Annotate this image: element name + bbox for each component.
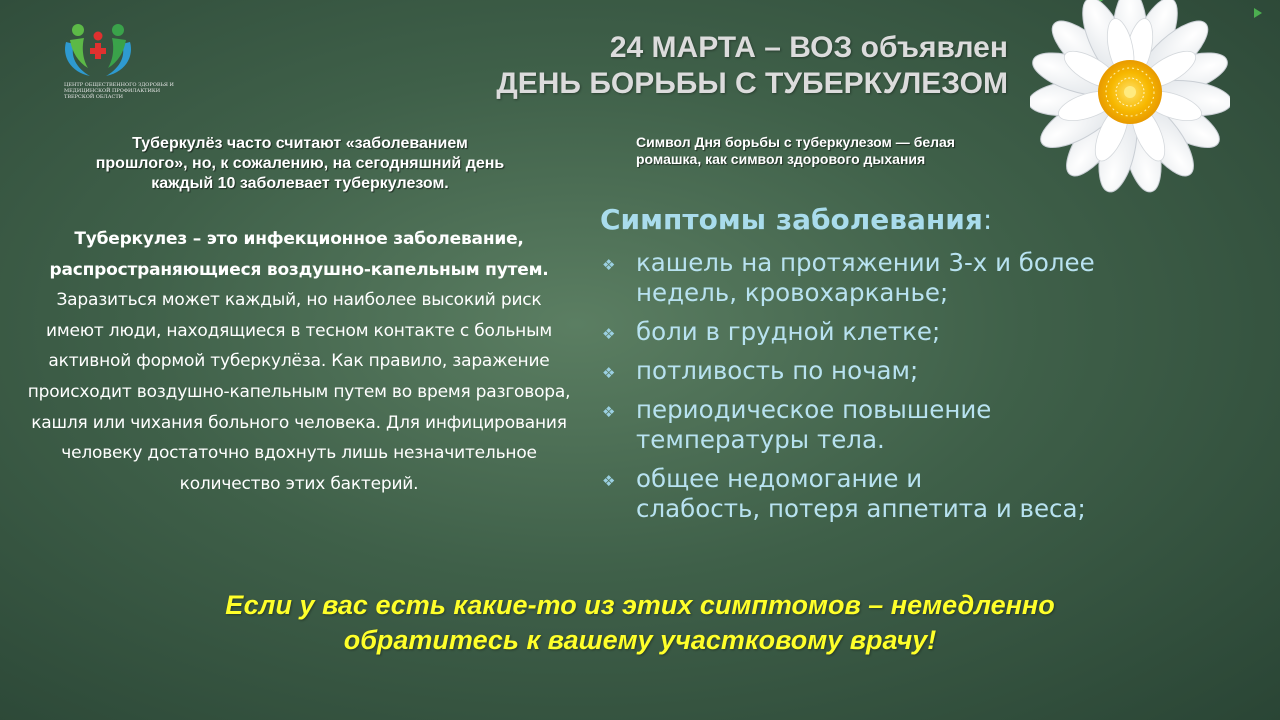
diamond-bullet-icon: ❖ xyxy=(602,403,616,421)
symptoms-title xyxy=(600,200,992,240)
cta-line-1: Если у вас есть какие-то из этих симптомов – немедленно xyxy=(225,590,1055,620)
symbol-line-1: Символ Дня борьбы с туберкулезом — белая xyxy=(636,134,955,150)
symptom-line-1: общее недомогание и xyxy=(636,464,923,493)
chamomile-flower-image xyxy=(1030,0,1230,200)
diamond-bullet-icon: ❖ xyxy=(602,364,616,382)
symptoms-title-colon: : xyxy=(982,203,993,236)
description-paragraph xyxy=(26,224,572,499)
organization-logo xyxy=(56,20,176,125)
symbol-line-2: ромашка, как символ здорового дыхания xyxy=(636,151,926,167)
family-hands-cross-icon xyxy=(60,20,136,80)
intro-line-3: каждый 10 заболевает туберкулезом. xyxy=(151,175,449,192)
symptom-line-2: недель, кровохарканье; xyxy=(636,278,949,307)
logo-text: ЦЕНТР ОБЩЕСТВЕННОГО ЗДОРОВЬЯ И МЕДИЦИНСКОЙ ПРОФИЛАКТИКИ ТВЕРСКОЙ ОБЛАСТИ xyxy=(64,82,174,100)
symptom-line-2: слабость, потеря аппетита и веса; xyxy=(636,494,1086,523)
diamond-bullet-icon: ❖ xyxy=(602,256,616,274)
intro-text xyxy=(60,134,540,194)
symptom-item xyxy=(600,248,1200,308)
symptom-line-1: периодическое повышение xyxy=(636,395,992,424)
cta-line-2: обратитесь к вашему участковому врачу! xyxy=(343,625,937,655)
symptom-line-1: кашель на протяжении 3-х и более xyxy=(636,248,1095,277)
symbol-note xyxy=(636,134,1076,168)
symptom-line-1: боли в грудной клетке; xyxy=(636,317,941,346)
symptom-line-1: потливость по ночам; xyxy=(636,356,919,385)
call-to-action xyxy=(0,588,1280,658)
diamond-bullet-icon: ❖ xyxy=(602,325,616,343)
symptom-line-2: температуры тела. xyxy=(636,425,885,454)
intro-line-1: Туберкулёз часто считают «заболеванием xyxy=(132,135,468,152)
play-arrow-icon[interactable] xyxy=(1254,8,1262,18)
symptom-item xyxy=(600,317,1200,347)
symptoms-title-text: Симптомы заболевания xyxy=(600,203,983,236)
symptom-item xyxy=(600,395,1200,455)
symptoms-list xyxy=(600,248,1200,533)
description-bold: Туберкулез – это инфекционное заболевание, распространяющиеся воздушно-капельным путем. xyxy=(49,229,549,280)
title-line-1: 24 МАРТА – ВОЗ объявлен xyxy=(609,31,1008,64)
description-text: Заразиться может каждый, но наиболее высокий риск имеют люди, находящиеся в тесном контакте с больным активной формой туберкулёза. Как правило, заражение происходит воздушно-капельным путем во время разговора, кашля или чихания больного человека. Для инфицирования человеку достаточно вдохнуть лишь незначительное количество этих бактерий. xyxy=(27,290,571,494)
slide-title xyxy=(496,30,1008,102)
symptom-item xyxy=(600,356,1200,386)
title-line-2: ДЕНЬ БОРЬБЫ С ТУБЕРКУЛЕЗОМ xyxy=(496,67,1008,100)
diamond-bullet-icon: ❖ xyxy=(602,472,616,490)
intro-line-2: прошлого», но, к сожалению, на сегодняшний день xyxy=(95,155,505,172)
symptom-item xyxy=(600,464,1200,524)
